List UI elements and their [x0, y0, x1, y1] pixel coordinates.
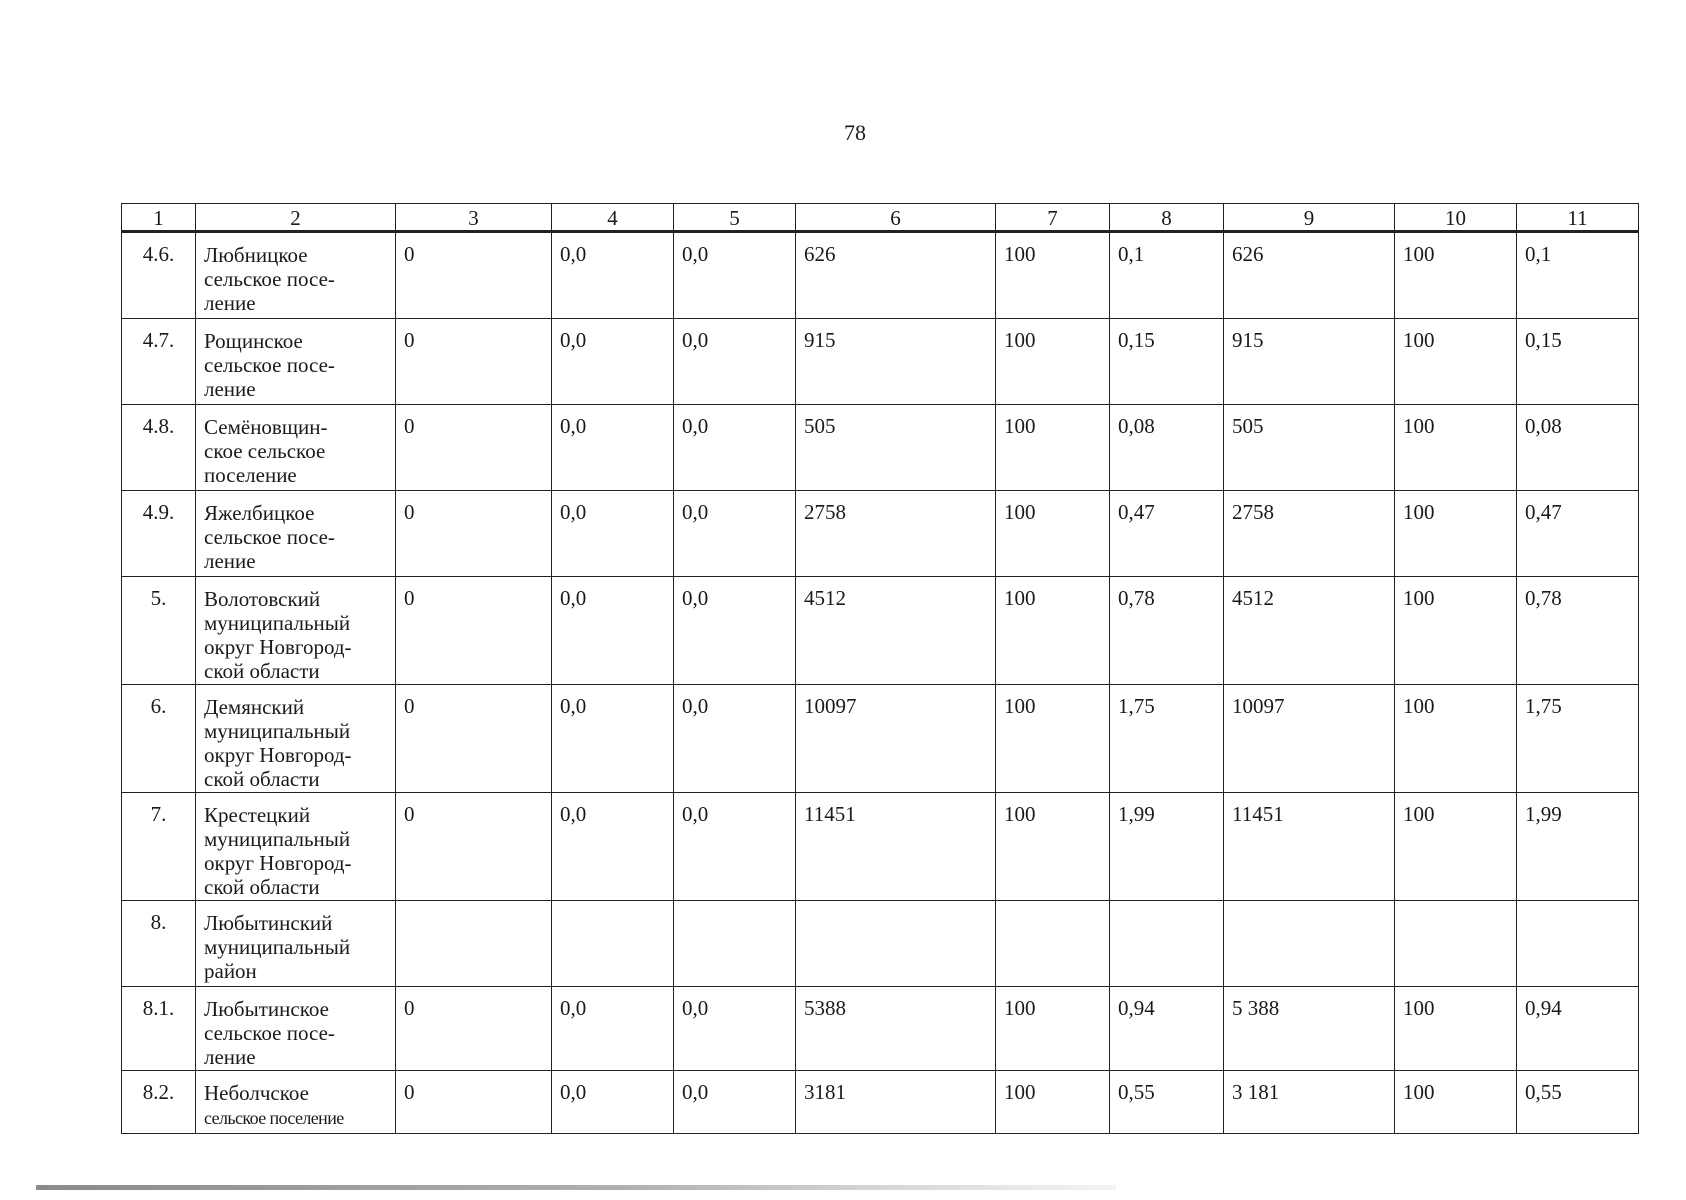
table-cell: 505	[796, 405, 996, 491]
table-cell: 100	[996, 232, 1110, 319]
table-row	[122, 1071, 1639, 1134]
row-number: 4.6.	[122, 232, 196, 319]
table-cell: 0,55	[1517, 1071, 1639, 1134]
table-cell: 0,15	[1110, 319, 1224, 405]
table-row	[122, 405, 1639, 491]
table-row	[122, 232, 1639, 319]
table-cell: 0,0	[552, 319, 674, 405]
table-cell: 100	[996, 1071, 1110, 1134]
row-number: 8.2.	[122, 1071, 196, 1134]
table-cell: 0	[396, 405, 552, 491]
table-cell: 0,0	[552, 232, 674, 319]
table-cell: 0,0	[674, 987, 796, 1071]
table-cell: 100	[1395, 793, 1517, 901]
table-cell: 0	[396, 1071, 552, 1134]
table-cell: 3 181	[1224, 1071, 1395, 1134]
table-cell: 0,47	[1110, 491, 1224, 577]
column-header: 1	[122, 204, 196, 232]
table-cell	[552, 901, 674, 987]
table-cell: 0,0	[674, 685, 796, 793]
table-cell: 0,1	[1517, 232, 1639, 319]
row-name	[196, 1071, 396, 1134]
table-cell: 1,99	[1517, 793, 1639, 901]
column-header: 4	[552, 204, 674, 232]
table-cell: 0,0	[674, 793, 796, 901]
table-cell: 0,0	[552, 1071, 674, 1134]
table-cell: 0,15	[1517, 319, 1639, 405]
table-cell: 100	[1395, 685, 1517, 793]
row-name: Любытинский муниципальный район	[196, 901, 396, 987]
row-name: Крестецкий муниципальный округ Новгород- ской области	[196, 793, 396, 901]
table-cell	[1224, 901, 1395, 987]
row-number: 6.	[122, 685, 196, 793]
table-cell: 100	[996, 793, 1110, 901]
table-cell: 100	[1395, 1071, 1517, 1134]
row-name: Любницкое сельское посе- ление	[196, 232, 396, 319]
table-cell: 4512	[796, 577, 996, 685]
row-name-line: Неболчское	[204, 1081, 309, 1105]
column-header: 5	[674, 204, 796, 232]
column-header: 2	[196, 204, 396, 232]
table-cell: 0	[396, 793, 552, 901]
table-cell: 915	[1224, 319, 1395, 405]
column-header: 7	[996, 204, 1110, 232]
row-number: 8.1.	[122, 987, 196, 1071]
bottom-scan-line	[36, 1185, 1116, 1190]
row-name: Семёновщин- ское сельское поселение	[196, 405, 396, 491]
table-cell: 0,0	[552, 987, 674, 1071]
table-cell: 0,0	[674, 491, 796, 577]
row-number: 4.8.	[122, 405, 196, 491]
table-row	[122, 577, 1639, 685]
table-cell	[674, 901, 796, 987]
table-row	[122, 901, 1639, 987]
column-header: 9	[1224, 204, 1395, 232]
table-cell: 100	[1395, 232, 1517, 319]
table-cell: 0	[396, 232, 552, 319]
table-cell: 100	[1395, 405, 1517, 491]
table-cell: 100	[1395, 987, 1517, 1071]
table-cell: 100	[996, 987, 1110, 1071]
table-cell: 626	[796, 232, 996, 319]
table-cell: 0,0	[552, 577, 674, 685]
table-row	[122, 685, 1639, 793]
table-cell	[396, 901, 552, 987]
table-cell: 2758	[796, 491, 996, 577]
table-cell: 0,08	[1110, 405, 1224, 491]
table-cell: 0,78	[1517, 577, 1639, 685]
table-cell: 0,0	[552, 405, 674, 491]
table-cell: 0	[396, 987, 552, 1071]
row-number: 4.7.	[122, 319, 196, 405]
data-table	[121, 203, 1639, 1134]
table-cell: 100	[996, 319, 1110, 405]
table-cell: 1,75	[1110, 685, 1224, 793]
table-cell	[1517, 901, 1639, 987]
row-name: Волотовский муниципальный округ Новгород- ской области	[196, 577, 396, 685]
table-cell: 1,75	[1517, 685, 1639, 793]
table-cell: 4512	[1224, 577, 1395, 685]
table-cell	[996, 901, 1110, 987]
row-number: 8.	[122, 901, 196, 987]
row-name-line: сельское поселение	[204, 1108, 344, 1128]
row-name: Демянский муниципальный округ Новгород- ской области	[196, 685, 396, 793]
table-cell: 100	[1395, 319, 1517, 405]
column-header: 3	[396, 204, 552, 232]
table-cell: 0	[396, 685, 552, 793]
table-cell: 10097	[796, 685, 996, 793]
table-cell: 0,94	[1517, 987, 1639, 1071]
table-cell: 0,0	[552, 685, 674, 793]
table-cell: 3181	[796, 1071, 996, 1134]
table-cell: 0,1	[1110, 232, 1224, 319]
table-cell: 0,0	[674, 405, 796, 491]
table-cell: 100	[1395, 491, 1517, 577]
table-cell: 10097	[1224, 685, 1395, 793]
table-cell: 0,0	[674, 1071, 796, 1134]
table-cell: 5 388	[1224, 987, 1395, 1071]
table-cell: 0,47	[1517, 491, 1639, 577]
table-cell: 100	[1395, 577, 1517, 685]
table-cell: 0,0	[552, 793, 674, 901]
row-name: Яжелбицкое сельское посе- ление	[196, 491, 396, 577]
column-header: 10	[1395, 204, 1517, 232]
table-cell: 0	[396, 577, 552, 685]
table-cell	[796, 901, 996, 987]
table-cell: 505	[1224, 405, 1395, 491]
table-cell	[1110, 901, 1224, 987]
row-number: 5.	[122, 577, 196, 685]
table-row	[122, 319, 1639, 405]
table-cell: 0,78	[1110, 577, 1224, 685]
page-number: 78	[844, 120, 866, 145]
table-cell: 11451	[796, 793, 996, 901]
column-header: 8	[1110, 204, 1224, 232]
header-row	[122, 204, 1639, 232]
table-cell: 5388	[796, 987, 996, 1071]
table-cell: 915	[796, 319, 996, 405]
column-header: 11	[1517, 204, 1639, 232]
table-cell	[1395, 901, 1517, 987]
table-row	[122, 491, 1639, 577]
row-number: 4.9.	[122, 491, 196, 577]
column-header: 6	[796, 204, 996, 232]
table-cell: 0,55	[1110, 1071, 1224, 1134]
row-name: Рощинское сельское посе- ление	[196, 319, 396, 405]
table-cell: 0	[396, 319, 552, 405]
table-cell: 2758	[1224, 491, 1395, 577]
table-cell: 0,94	[1110, 987, 1224, 1071]
table-cell: 626	[1224, 232, 1395, 319]
table-cell: 100	[996, 577, 1110, 685]
table-cell: 100	[996, 405, 1110, 491]
table-row	[122, 987, 1639, 1071]
table-cell: 0,08	[1517, 405, 1639, 491]
table-cell: 100	[996, 685, 1110, 793]
table-cell: 0,0	[552, 491, 674, 577]
table-cell: 0,0	[674, 319, 796, 405]
table-cell: 0,0	[674, 232, 796, 319]
table-cell: 100	[996, 491, 1110, 577]
row-number: 7.	[122, 793, 196, 901]
row-name: Любытинское сельское посе- ление	[196, 987, 396, 1071]
table-row	[122, 793, 1639, 901]
table-cell: 0,0	[674, 577, 796, 685]
table-cell: 11451	[1224, 793, 1395, 901]
table-cell: 1,99	[1110, 793, 1224, 901]
table-cell: 0	[396, 491, 552, 577]
